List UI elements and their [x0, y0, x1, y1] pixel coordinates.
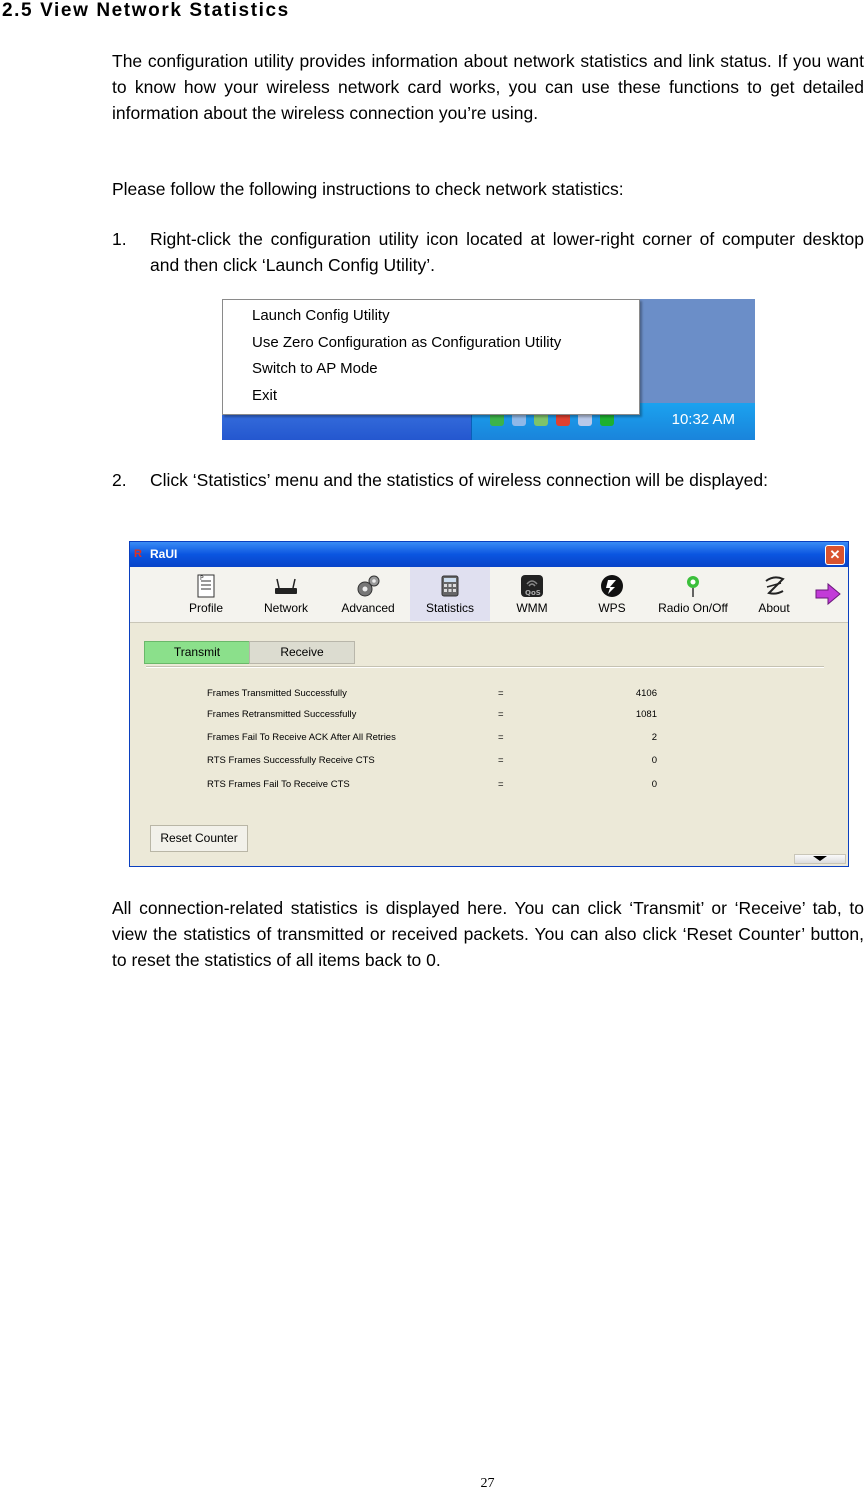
stat-value: 0: [651, 779, 657, 790]
tab-advanced[interactable]: [336, 567, 400, 621]
about-logo-icon: [761, 573, 787, 599]
section-heading: 2.5 View Network Statistics: [2, 0, 290, 21]
page-number: 27: [480, 1476, 495, 1491]
qos-badge-text: QoS: [525, 589, 541, 597]
tab-radio-label: Radio On/Off: [658, 601, 728, 615]
tab-about-label: About: [758, 601, 790, 615]
tab-about[interactable]: [746, 567, 802, 621]
step-2-text: Click ‘Statistics’ menu and the statistics of wireless connection will be displayed:: [150, 470, 768, 490]
instructions-intro: Please follow the following instructions to check network statistics:: [112, 179, 624, 199]
svg-text:P: P: [200, 575, 204, 582]
profile-icon: [193, 573, 219, 599]
tab-network[interactable]: [256, 567, 316, 621]
divider: [146, 666, 824, 668]
menu-item-launch-config[interactable]: Launch Config Utility: [252, 307, 390, 324]
stat-equals: =: [498, 732, 504, 743]
stat-equals: =: [498, 709, 504, 720]
stat-row: [207, 755, 667, 769]
stat-equals: =: [498, 779, 504, 790]
radio-antenna-icon: [680, 573, 706, 599]
tab-network-label: Network: [263, 601, 308, 615]
raui-window: [129, 541, 849, 867]
tab-wps[interactable]: [582, 567, 642, 621]
gears-icon: [355, 573, 381, 599]
stat-value: 4106: [635, 688, 657, 699]
tab-receive[interactable]: Receive: [249, 641, 355, 664]
tab-statistics[interactable]: [410, 567, 490, 621]
close-button[interactable]: ✕: [825, 545, 845, 565]
window-title: RaUI: [150, 547, 178, 561]
context-menu: [222, 299, 640, 415]
scroll-down-button[interactable]: [794, 854, 846, 864]
step-2-number: 2.: [112, 470, 127, 490]
tab-radio-on-off[interactable]: [650, 567, 736, 621]
stat-row: [207, 688, 667, 702]
stat-value: 2: [651, 732, 657, 743]
stat-label: RTS Frames Successfully Receive CTS: [207, 755, 375, 766]
context-menu-screenshot: [222, 299, 755, 440]
stat-label: Frames Fail To Receive ACK After All Retries: [207, 732, 396, 743]
tray-clock: 10:32 AM: [671, 411, 735, 428]
stat-label: RTS Frames Fail To Receive CTS: [207, 779, 350, 790]
menu-item-zero-configuration[interactable]: Use Zero Configuration as Configuration Utility: [252, 334, 562, 351]
tab-statistics-label: Statistics: [425, 601, 474, 615]
stat-label: Frames Retransmitted Successfully: [207, 709, 357, 720]
wps-icon: [599, 573, 625, 599]
toolbar: [130, 567, 848, 623]
stat-equals: =: [498, 755, 504, 766]
step-1-text: Right-click the configuration utility icon located at lower-right corner of computer desktop and then click ‘Launch Config Utility’.: [150, 229, 864, 275]
stat-row: [207, 732, 667, 746]
tab-profile-label: Profile: [188, 601, 223, 615]
reset-counter-button[interactable]: Reset Counter: [150, 825, 248, 852]
stat-row: [207, 709, 667, 723]
stat-value: 1081: [635, 709, 657, 720]
step-1-number: 1.: [112, 229, 127, 249]
stat-label: Frames Transmitted Successfully: [207, 688, 347, 699]
qos-icon: [519, 573, 545, 599]
calculator-icon: [437, 573, 463, 599]
tab-wps-label: WPS: [598, 601, 626, 615]
stat-row: [207, 779, 667, 793]
closing-paragraph: All connection-related statistics is displayed here. You can click ‘Transmit’ or ‘Receive’ tab, to view the statistics of transmitted or received packets. You can also click ‘Reset Counter’ button, to reset the statistics of all items back to 0.: [112, 898, 864, 970]
tab-wmm[interactable]: [502, 567, 562, 621]
stat-value: 0: [651, 755, 657, 766]
tab-wmm-label: WMM: [516, 601, 548, 615]
next-arrow-icon[interactable]: [814, 581, 842, 607]
tab-transmit[interactable]: Transmit: [144, 641, 250, 664]
title-bar: [130, 542, 848, 567]
router-icon: [273, 573, 299, 599]
menu-item-exit[interactable]: Exit: [252, 387, 278, 404]
tab-advanced-label: Advanced: [341, 601, 395, 615]
intro-paragraph: The configuration utility provides information about network statistics and link status. If you want to know how your wireless network card works, you can use these functions to get detailed information about the wireless connection you’re using.: [112, 51, 864, 123]
menu-item-switch-ap-mode[interactable]: Switch to AP Mode: [252, 360, 378, 377]
tab-profile[interactable]: [176, 567, 236, 621]
ralink-logo-icon: R: [134, 548, 142, 560]
stat-equals: =: [498, 688, 504, 699]
